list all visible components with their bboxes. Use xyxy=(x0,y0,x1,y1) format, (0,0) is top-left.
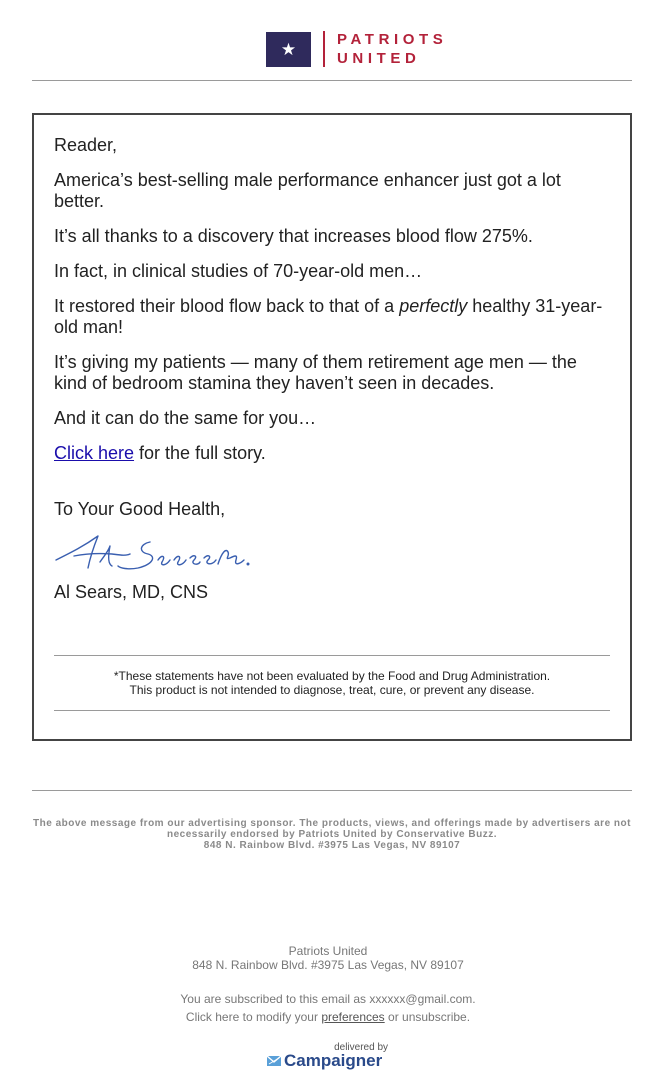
preferences-row xyxy=(0,1010,656,1024)
click-here-link[interactable]: Click here xyxy=(54,443,135,463)
disclaimer-line-1: *These statements have not been evaluated by the Food and Drug Administration. xyxy=(113,669,551,683)
sponsor-line-1: The above message from our advertising sponsor. The products, views, and offerings made by advertisers are not necessarily endorsed by Patriots United by Conservative Buzz. xyxy=(33,818,631,840)
logo-line-2: UNITED xyxy=(337,50,421,67)
signature-name: Al Sears, MD, CNS xyxy=(54,582,209,602)
paragraph-4-start: It restored their blood flow back to that of a xyxy=(54,296,400,316)
cta-paragraph xyxy=(54,443,610,464)
logo-wordmark xyxy=(337,30,447,68)
star-icon: ★ xyxy=(266,32,311,67)
paragraph-6: And it can do the same for you… xyxy=(54,408,317,428)
footer-divider xyxy=(32,790,632,791)
paragraph-4 xyxy=(54,296,610,338)
disclaimer-line-2: This product is not intended to diagnose, treat, cure, or prevent any disease. xyxy=(129,683,535,697)
logo-line-1: PATRIOTS xyxy=(337,31,448,48)
fda-disclaimer xyxy=(54,655,610,711)
paragraph-4-end: healthy 31-year-old man! xyxy=(54,296,603,337)
footer-org-name: Patriots United xyxy=(288,944,368,958)
greeting: Reader, xyxy=(54,135,118,155)
preferences-link[interactable]: preferences xyxy=(321,1010,385,1024)
modify-text: Click here to modify your xyxy=(185,1010,322,1024)
campaigner-wordmark: Campaigner xyxy=(284,1051,383,1070)
email-footer xyxy=(0,944,656,1024)
signoff: To Your Good Health, xyxy=(54,499,226,519)
letter-body xyxy=(54,135,610,617)
patriots-united-logo[interactable] xyxy=(266,31,447,67)
paragraph-2: It’s all thanks to a discovery that increases blood flow 275%. xyxy=(54,226,533,246)
paragraph-3: In fact, in clinical studies of 70-year-old men… xyxy=(54,261,423,281)
cta-rest: for the full story. xyxy=(134,443,266,463)
handwritten-signature xyxy=(54,532,254,578)
sponsor-address: 848 N. Rainbow Blvd. #3975 Las Vegas, NV 89107 xyxy=(203,840,461,851)
subscription-notice: You are subscribed to this email as xxxxxx@gmail.com. xyxy=(180,992,476,1006)
paragraph-5: It’s giving my patients — many of them retirement age men — the kind of bedroom stamina they haven’t seen in decades. xyxy=(54,352,577,393)
delivered-by-label: delivered by xyxy=(334,1042,388,1053)
sponsor-notice xyxy=(32,818,632,851)
campaigner-brand xyxy=(266,1052,382,1070)
paragraph-1: America’s best-selling male performance enhancer just got a lot better. xyxy=(54,170,561,211)
envelope-icon xyxy=(266,1055,282,1067)
footer-address: 848 N. Rainbow Blvd. #3975 Las Vegas, NV 89107 xyxy=(192,958,464,972)
unsubscribe-text: or unsubscribe. xyxy=(384,1010,471,1024)
letter-card xyxy=(32,113,632,741)
paragraph-4-emphasis: perfectly xyxy=(399,296,468,316)
logo-divider xyxy=(323,31,325,67)
email-header xyxy=(32,0,632,81)
campaigner-badge[interactable] xyxy=(266,1042,390,1072)
